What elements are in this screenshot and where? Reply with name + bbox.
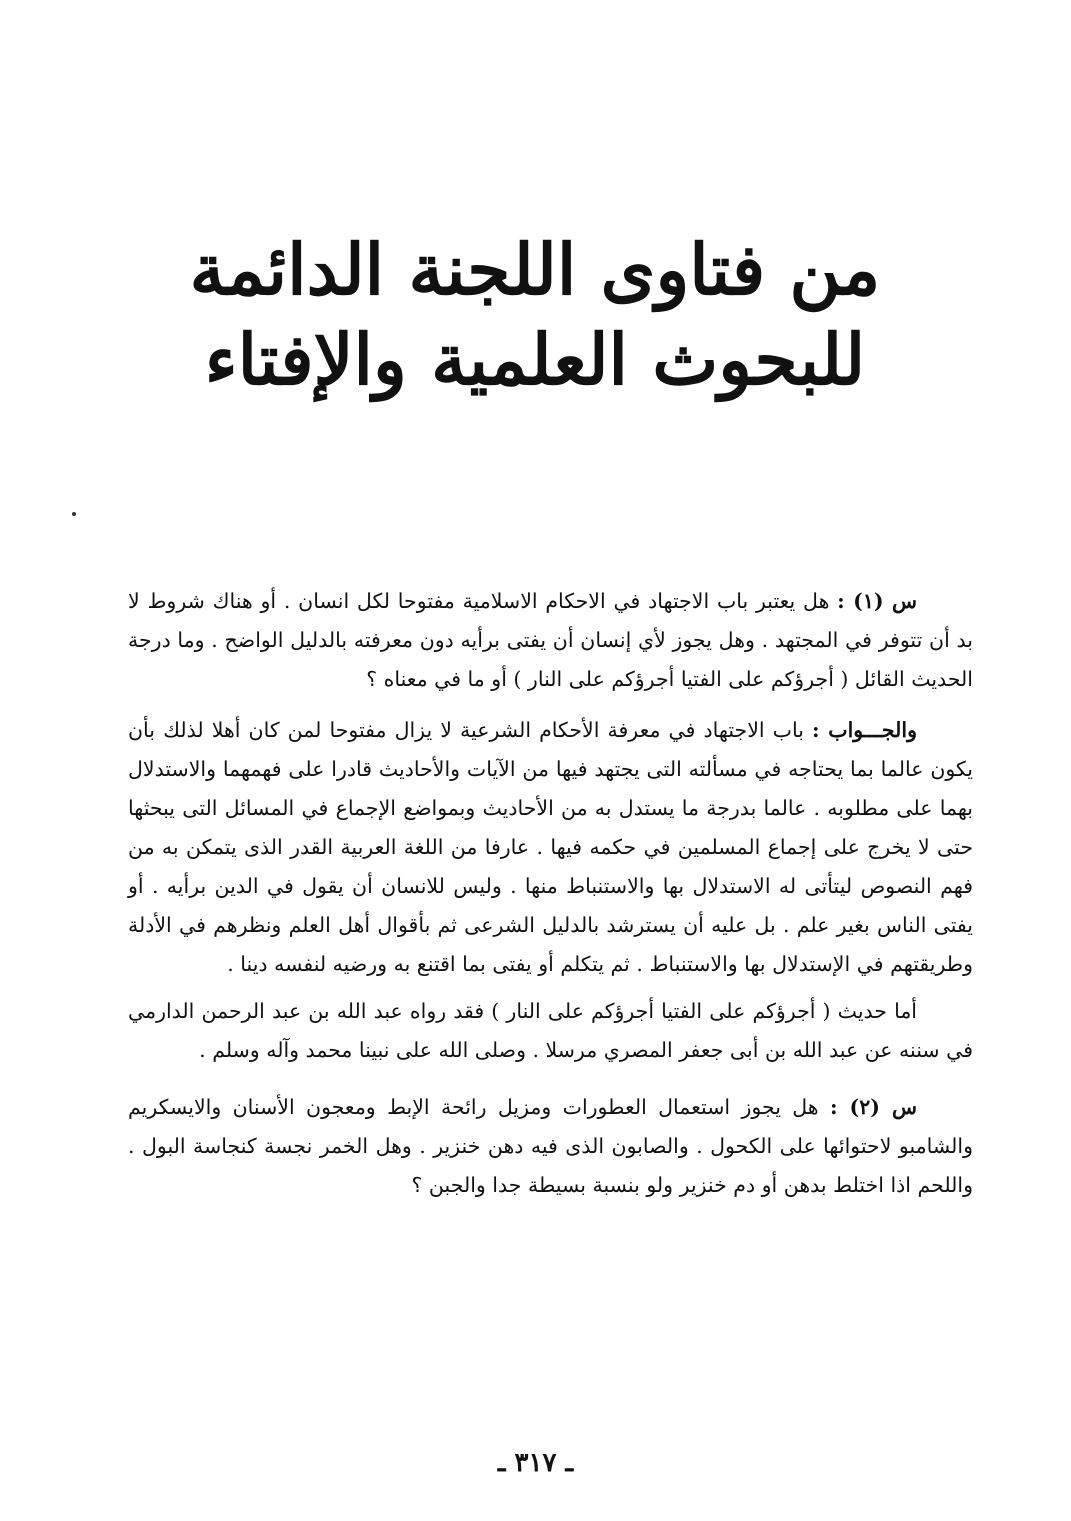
answer-1-label: والجـــواب : (812, 718, 917, 742)
answer-1 (128, 711, 973, 984)
question-1 (128, 582, 973, 699)
question-2 (128, 1088, 973, 1205)
stray-mark (72, 512, 76, 516)
title-line-2: للبحوث العلمية والإفتاء (204, 317, 866, 401)
question-2-label: س (٢) : (829, 1095, 917, 1119)
body-text (128, 582, 973, 1205)
question-1-label: س (١) : (837, 589, 917, 613)
question-2-text: هل يجوز استعمال العطورات ومزيل رائحة الإبط ومعجون الأسنان والايسكريم والشامبو لاحتوائها على الكحول . والصابون الذى فيه دهن خنزير . وهل الخمر نجسة كنجاسة البول . واللحم اذا اختلط بدهن أو دم خنزير ولو بنسبة بسيطة جدا والجبن ؟ (128, 1095, 973, 1197)
answer-1-text: باب الاجتهاد في معرفة الأحكام الشرعية لا يزال مفتوحا لمن كان أهلا لذلك بأن يكون عالما بما يحتاجه في مسألته التى يجتهد فيها من الآيات والأحاديث قادرا على فهمهما والاستدلال بهما على مطلوبه . عالما بدرجة ما يستدل به من الأحاديث وبمواضع الإجماع في المسائل التى يبحثها حتى لا يخرج على إجماع المسلمين في حكمه فيها . عارفا من اللغة العربية القدر الذى يتمكن به من فهم النصوص ليتأتى له الاستدلال بها والاستنباط منها . وليس للانسان أن يقول في الدين برأيه . أو يفتى الناس بغير علم . بل عليه أن يسترشد بالدليل الشرعى ثم بأقوال أهل العلم ونظرهم في الأدلة وطريقتهم في الإستدلال بها والاستنباط . ثم يتكلم أو يفتى بما اقتنع به ورضيه لنفسه دينا . (128, 718, 973, 976)
answer-1-hadith-text: أما حديث ( أجرؤكم على الفتيا أجرؤكم على النار ) فقد رواه عبد الله بن عبد الرحمن الدارمي في سننه عن عبد الله بن أبى جعفر المصري مرسلا . وصلى الله على نبينا محمد وآله وسلم . (128, 999, 973, 1062)
answer-1-hadith (128, 992, 973, 1070)
question-1-text: هل يعتبر باب الاجتهاد في الاحكام الاسلامية مفتوحا لكل انسان . أو هناك شروط لا بد أن تتوفر في المجتهد . وهل يجوز لأي إنسان أن يفتى برأيه دون معرفته بالدليل الواضح . وما درجة الحديث القائل ( أجرؤكم على الفتيا أجرؤكم على النار ) أو ما في معناه ؟ (128, 589, 973, 691)
page-title (150, 225, 920, 404)
title-line-1: من فتاوى اللجنة الدائمة (189, 228, 881, 311)
page-number: ـ ٣١٧ ـ (497, 1448, 574, 1478)
